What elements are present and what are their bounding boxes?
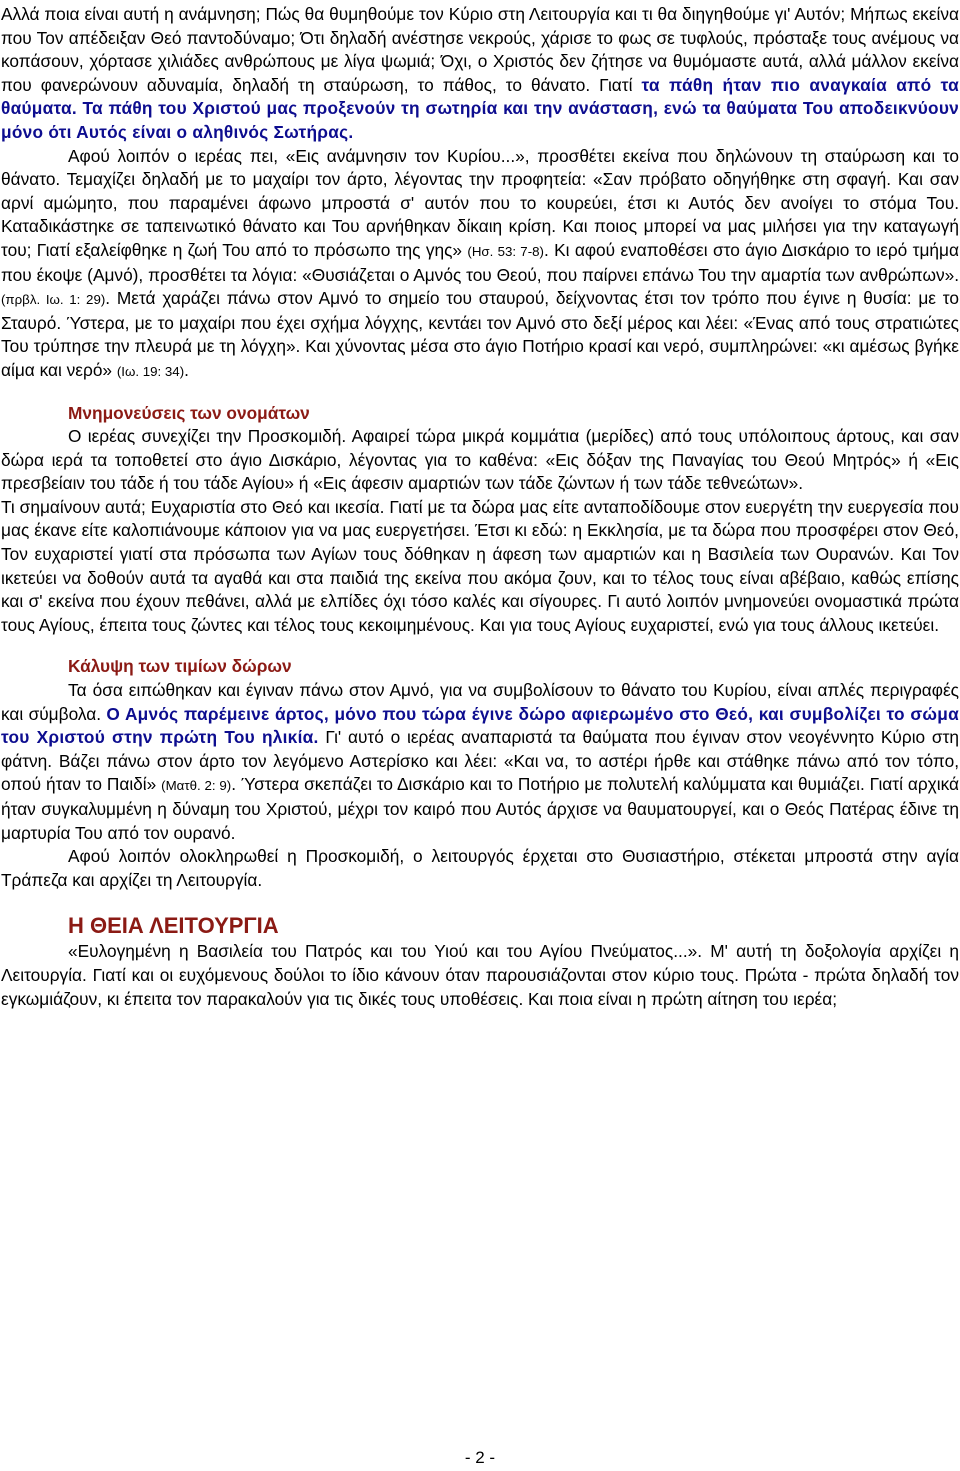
paragraph-end-prothesis: Αφού λοιπόν ολοκληρωθεί η Προσκομιδή, ο λειτουργός έρχεται στο Θυσιαστήριο, στέκεται μπροστά στην αγία Τράπεζα και αρχίζει τη Λειτουργία. <box>1 846 959 890</box>
heading-commemorations: Μνημονεύσεις των ονομάτων <box>68 402 310 423</box>
page-number: - 2 - <box>464 1448 496 1467</box>
citation-matthew: (Ματθ. 2: 9) <box>161 778 232 794</box>
emphasis-passions: τα πάθη ήταν πιο αναγκαία από τα θαύματα. Τα πάθη του Χριστού μας προξενούν τη σωτηρία και την ανάσταση, ενώ τα θαύματα Του αποδεικνύουν μόνο ότι Αυτός είναι ο αληθινός Σωτήρας. <box>1 74 959 142</box>
emphasis-lamb: Ο Αμνός παρέμεινε άρτος, μόνο που τώρα έγινε δώρο αφιερωμένο στο Θεό, και συμβολίζει το σώμα του Χριστού στην πρώτη Του ηλικία. <box>1 703 959 748</box>
paragraph-liturgy-start: «Ευλογημένη η Βασιλεία του Πατρός και του Υιού και του Αγίου Πνεύματος...». Μ' αυτή τη δοξολογία αρχίζει η Λειτουργία. Γιατί και οι ευχόμενους δούλοι το ίδιο κάνουν όταν παρουσιάζονται στον κύριο τους. Πρώτα - πρώτα δηλαδή τον εγκωμιάζουν, κι έπειτα τον παρακαλούν για τις δικές τους υποθέσεις. Και ποια είναι η πρώτη αίτηση του ιερέα; <box>1 941 959 1009</box>
citation-isaiah: (Ησ. 53: 7-8) <box>467 243 544 259</box>
paragraph-covering: Τα όσα ειπώθηκαν και έγιναν πάνω στον Αμνό, για να συμβολίσουν το θάνατο του Κυρίου, είναι απλές περιγραφές και σύμβολα. Ο Αμνός παρέμεινε άρτος, μόνο που τώρα έγινε δώρο αφιερωμένο στο Θεό, και συμβολίζει το σώμα του Χριστού στην πρώτη Του ηλικία. Γι' αυτό ο ιερέας αναπαριστά τα θαύματα που έγιναν στον νεογέννητο Κύριο στη φάτνη. Βάζει πάνω στον άρτο τον λεγόμενο Αστερίσκο και λέει: «Και να, το αστέρι ήρθε και στάθηκε πάνω από τον τόπο, οπού ήταν το Παιδί» (Ματθ. 2: 9). Ύστερα σκεπάζει το Δισκάριο και το Ποτήριο με πολυτελή καλύμματα και θυμιάζει. Γιατί αρχικά ήταν συγκαλυμμένη η δύναμη του Χριστού, μέχρι τον καιρό που Αυτός άρχισε να θαυματουργεί, και ο Θεός Πατέρας έδινε τη μαρτυρία Του από τον ουρανό. <box>1 680 960 843</box>
heading-divine-liturgy: Η ΘΕΙΑ ΛΕΙΤΟΥΡΓΙΑ <box>68 913 279 939</box>
paragraph-preparation: Αφού λοιπόν ο ιερέας πει, «Εις ανάμνησιν τον Κυρίου...», προσθέτει εκείνα που δηλώνουν τη σταύρωση και το θάνατο. Τεμαχίζει δηλαδή με το μαχαίρι τον άρτο, λέγοντας την προφητεία: «Σαν πρόβατο οδηγήθηκε στη σφαγή. Και σαν αρνί αμώμητο, που παραμένει άφωνο μπροστά σ' αυτόν που το κουρεύει, έτσι κι Αυτός δεν ανοίγει το στόμα Του. Καταδικάστηκε σε ταπεινωτικό θάνατο και Του αρνήθηκαν δίκαιη κρίση. Και ποιος μπορεί να μας μιλήσει για την καταγωγή του; Γιατί εξαλείφθηκε η ζωή Του από το πρόσωπο της γης» (Ησ. 53: 7-8). Κι αφού εναποθέσει στο άγιο Δισκάριο το ιερό τμήμα που έκοψε (Αμνό), προσθέτει τα λόγια: «Θυσιάζεται ο Αμνός του Θεού, που παίρνει επάνω Του την αμαρτία των ανθρώπων». (πρβλ. Ιω. 1: 29). Μετά χαράζει πάνω στον Αμνό το σημείο του σταυρού, δείχνοντας έτσι τον τρόπο που έγινε η θυσία: με το Σταυρό. Ύστερα, με το μαχαίρι που έχει σχήμα λόγχης, κεντάει τον Αμνό στο δεξί μέρος και λέει: «Ένας από τους στρατιώτες Του τρύπησε την πλευρά με τη λόγχη». Και χύνοντας μέσα στο άγιο Ποτήριο κρασί και νερό, συμπληρώνει: «κι αμέσως βγήκε αίμα και νερό» (Ιω. 19: 34). <box>1 145 959 380</box>
citation-john-1: (πρβλ. Ιω. 1: 29) <box>1 292 106 308</box>
citation-john-19: (Ιω. 19: 34) <box>116 363 185 379</box>
spacer <box>1 384 959 402</box>
paragraph-commemorations: Ο ιερέας συνεχίζει την Προσκομιδή. Αφαιρεί τώρα μικρά κομμάτια (μερίδες) από τους υπόλοιπους άρτους, και σαν δώρα ιερά τα τοποθετεί στο άγιο Δισκάριο, λέγοντας για το καθένα: «Εις δόξαν της Παναγίας του Θεού Μητρός» ή «Εις πρεσβείαιν του τάδε ή του τάδε Αγίου» ή «Εις άφεσιν αμαρτιών των τάδε ζώντων ή των τάδε τεθνεώτων». <box>1 426 959 494</box>
spacer <box>1 637 959 655</box>
paragraph-meaning: Τι σημαίνουν αυτά; Ευχαριστία στο Θεό και ικεσία. Γιατί με τα δώρα μας είτε ανταποδίδουμε στον ευεργέτη την ευεργεσία που μας έκανε είτε καλοπιάνουμε κάποιον για να μας ευεργετήσει. Έτσι κι εδώ: η Εκκλησία, με τα δώρα που προσφέρει στον Θεό, Τον ευχαριστεί γιατί στα πρόσωπα των Αγίων τους δόθηκαν η άφεση των αμαρτιών και η Βασιλεία των Ουρανών. Και Τον ικετεύει να δοθούν αυτά τα αγαθά και στα παιδιά της εκείνα που ακόμα ζουν, και το τέλος τους είναι αβέβαιο, καθώς επίσης και σ' εκείνα που έχουν πεθάνει, αλλά με ελπίδες όχι τόσο καλές και σίγουρες. Γι αυτό λοιπόν μνημονεύει ονομαστικά πρώτα τους Αγίους, έπειτα τους ζώντες και τέλος τους κεκοιμημένους. Και για τους Αγίους ευχαριστεί, ενώ για τους άλλους ικετεύει. <box>1 496 959 635</box>
paragraph-remembrance: Αλλά ποια είναι αυτή η ανάμνηση; Πώς θα θυμηθούμε τον Κύριο στη Λειτουργία και τι θα διηγηθούμε γι' Αυτόν; Μήπως εκείνα που Τον απέδειξαν Θεό παντοδύναμο; Ότι δηλαδή ανέστησε νεκρούς, χάρισε το φως σε τυφλούς, πρόσταξε τους ανέμους να κοπάσουν, χόρτασε χιλιάδες ανθρώπους με λίγα ψωμιά; Όχι, ο Χριστός δεν ζήτησε να θυμόμαστε αυτά, αλλά μάλλον εκείνα που φανερώνουν αδυναμία, δηλαδή τη σταύρωση, το πάθος, το θάνατο. Γιατί τα πάθη ήταν πιο αναγκαία από τα θαύματα. Τα πάθη του Χριστού μας προξενούν τη σωτηρία και την ανάσταση, ενώ τα θαύματα Του αποδεικνύουν μόνο ότι Αυτός είναι ο αληθινός Σωτήρας. <box>1 4 959 142</box>
heading-covering: Κάλυψη των τιμίων δώρων <box>68 656 292 677</box>
spacer <box>1 892 959 912</box>
